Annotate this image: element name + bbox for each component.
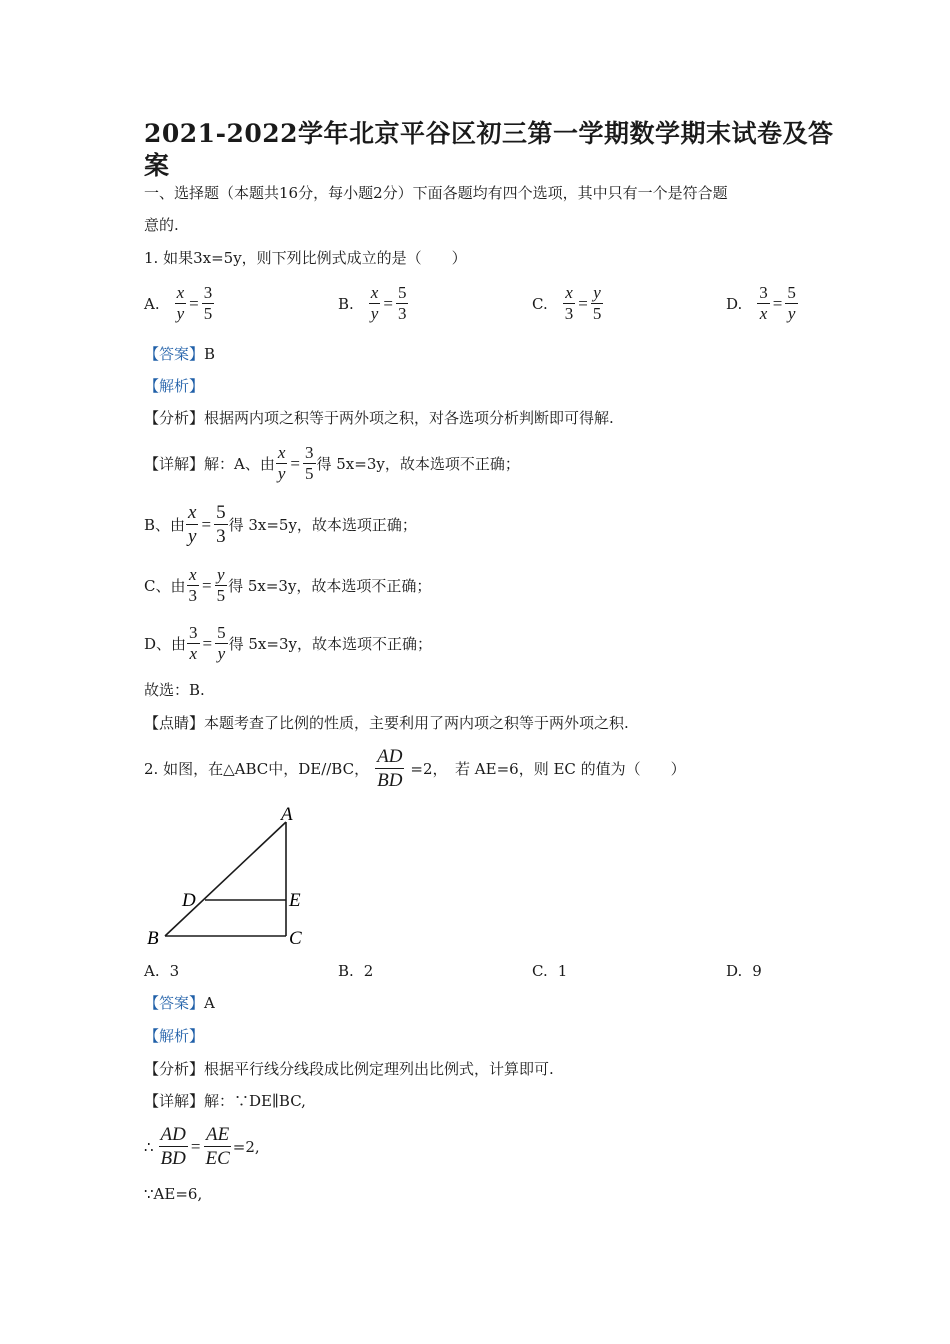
fraction: $\frac{5}{y}$ — [217, 623, 226, 663]
section-heading-line-2: 意的. — [144, 216, 179, 234]
fraction: $\frac{3}{x}$ — [189, 623, 198, 663]
fraction: $\frac{y}{5}$ — [592, 283, 602, 323]
page-title — [144, 118, 834, 182]
detail-text: 解：A、由 — [204, 454, 275, 473]
q2-stem — [144, 746, 686, 791]
fraction: $\frac{AD}{BD}$ — [377, 746, 403, 791]
stem-text: =2， 若 AE=6，则 EC 的值为（ ） — [410, 759, 686, 778]
option-label: C. — [532, 294, 548, 313]
q2-answer — [144, 993, 215, 1013]
fraction: $\frac{AD}{BD}$ — [160, 1124, 186, 1169]
detail-text: D、由 — [144, 634, 187, 653]
section-heading-line-1: 一、选择题（本题共16分，每小题2分）下面各题均有四个选项，其中只有一个是符合题 — [144, 184, 728, 202]
comment-text: 本题考查了比例的性质，主要利用了两内项之积等于两外项之积. — [204, 714, 629, 732]
q1-option-a: A. $\frac{x}{y}$ = $\frac{3}{5}$ — [144, 283, 213, 323]
fenxi-text: 根据平行线分线段成比例定理列出比例式，计算即可. — [204, 1060, 554, 1078]
fraction: $\frac{3}{x}$ — [759, 283, 768, 323]
q2-because: ∵AE=6, — [144, 1185, 203, 1203]
q2-option-c: C. 1 — [532, 962, 568, 980]
option-label: D. — [726, 294, 743, 313]
q1-answer — [144, 344, 215, 364]
fraction: $\frac{x}{y}$ — [277, 443, 286, 483]
q1-conclusion: 故选：B. — [144, 681, 205, 699]
title-line-1: 2021-2022学年北京平谷区初三第一学期数学期末试卷及答 — [144, 119, 834, 148]
q1-detail-b: B、由 $\frac{x}{y}$ = $\frac{5}{3}$ 得 3x=5y，故本选项正确； — [144, 502, 417, 547]
fraction: $\frac{5}{3}$ — [216, 502, 226, 547]
comment-tag: 【点睛】 — [144, 714, 205, 732]
stem-text: 2. 如图，在△ABC中，DE//BC， — [144, 759, 370, 778]
detail-text: C、由 — [144, 576, 186, 595]
detail-text: 得 5x=3y，故本选项不正确； — [228, 576, 432, 595]
detail-text: 解：∵DE∥BC, — [204, 1092, 306, 1110]
option-label: B. — [338, 294, 354, 313]
fenxi-tag: 【分析】 — [144, 1060, 205, 1078]
q2-analysis-tag: 【解析】 — [144, 1027, 205, 1045]
q2-fenxi — [144, 1059, 554, 1079]
q2-detail — [144, 1091, 306, 1111]
side-ba — [165, 822, 286, 936]
fraction: $\frac{5}{3}$ — [397, 283, 407, 323]
fraction: $\frac{x}{y}$ — [370, 283, 379, 323]
detail-tag: 【详解】 — [144, 1092, 205, 1110]
detail-text: B、由 — [144, 515, 186, 534]
fenxi-text: 根据两内项之积等于两外项之积，对各选项分析判断即可得解. — [204, 409, 614, 427]
label-a: A — [281, 804, 293, 825]
answer-tag: 【答案】 — [144, 994, 205, 1012]
answer-tag: 【答案】 — [144, 345, 205, 363]
label-d: D — [182, 890, 196, 911]
fraction: $\frac{y}{5}$ — [216, 565, 226, 605]
q1-detail-d: D、由 $\frac{3}{x}$ = $\frac{5}{y}$ 得 5x=3y，故本选项不正确； — [144, 623, 432, 663]
q2-proportion: ∴ $\frac{AD}{BD}$ = $\frac{AE}{EC}$ =2, — [144, 1124, 260, 1169]
title-line-2: 案 — [144, 151, 170, 180]
detail-tag: 【详解】 — [144, 454, 205, 473]
triangle-figure — [140, 800, 320, 952]
fraction: $\frac{x}{y}$ — [176, 283, 185, 323]
fraction: $\frac{3}{5}$ — [203, 283, 213, 323]
q1-detail-a: 【详解】 解：A、由 $\frac{x}{y}$ = $\frac{3}{5}$ 得 5x=3y，故本选项不正确； — [144, 443, 520, 483]
detail-text: 得 3x=5y，故本选项正确； — [228, 515, 417, 534]
fraction: $\frac{x}{3}$ — [564, 283, 574, 323]
fraction: $\frac{AE}{EC}$ — [205, 1124, 230, 1169]
q1-option-c: C. $\frac{x}{3}$ = $\frac{y}{5}$ — [532, 283, 602, 323]
fenxi-tag: 【分析】 — [144, 409, 205, 427]
therefore-symbol: ∴ — [144, 1137, 154, 1156]
option-label: A. — [144, 294, 160, 313]
detail-text: 得 5x=3y，故本选项不正确； — [228, 634, 432, 653]
label-b: B — [147, 928, 159, 949]
label-e: E — [289, 890, 301, 911]
q1-comment — [144, 713, 629, 733]
q1-analysis-tag: 【解析】 — [144, 377, 205, 395]
q2-option-a: A. 3 — [144, 962, 180, 980]
label-c: C — [289, 928, 302, 949]
q1-detail-c: C、由 $\frac{x}{3}$ = $\frac{y}{5}$ 得 5x=3y，故本选项不正确； — [144, 565, 432, 605]
fraction: $\frac{3}{5}$ — [305, 443, 314, 483]
q1-fenxi — [144, 408, 614, 428]
eq-tail: =2, — [232, 1137, 260, 1156]
q1-option-b: B. $\frac{x}{y}$ = $\frac{5}{3}$ — [338, 283, 407, 323]
q2-option-d: D. 9 — [726, 962, 762, 980]
answer-value: A — [204, 994, 215, 1012]
fraction: $\frac{x}{y}$ — [188, 502, 197, 547]
detail-text: 得 5x=3y，故本选项不正确； — [316, 454, 520, 473]
q1-stem: 1. 如果3x=5y，则下列比例式成立的是（ ） — [144, 249, 467, 267]
q1-option-d: D. $\frac{3}{x}$ = $\frac{5}{y}$ — [726, 283, 796, 323]
fraction: $\frac{x}{3}$ — [188, 565, 197, 605]
fraction: $\frac{5}{y}$ — [787, 283, 796, 323]
answer-value: B — [204, 345, 216, 363]
q2-option-b: B. 2 — [338, 962, 374, 980]
